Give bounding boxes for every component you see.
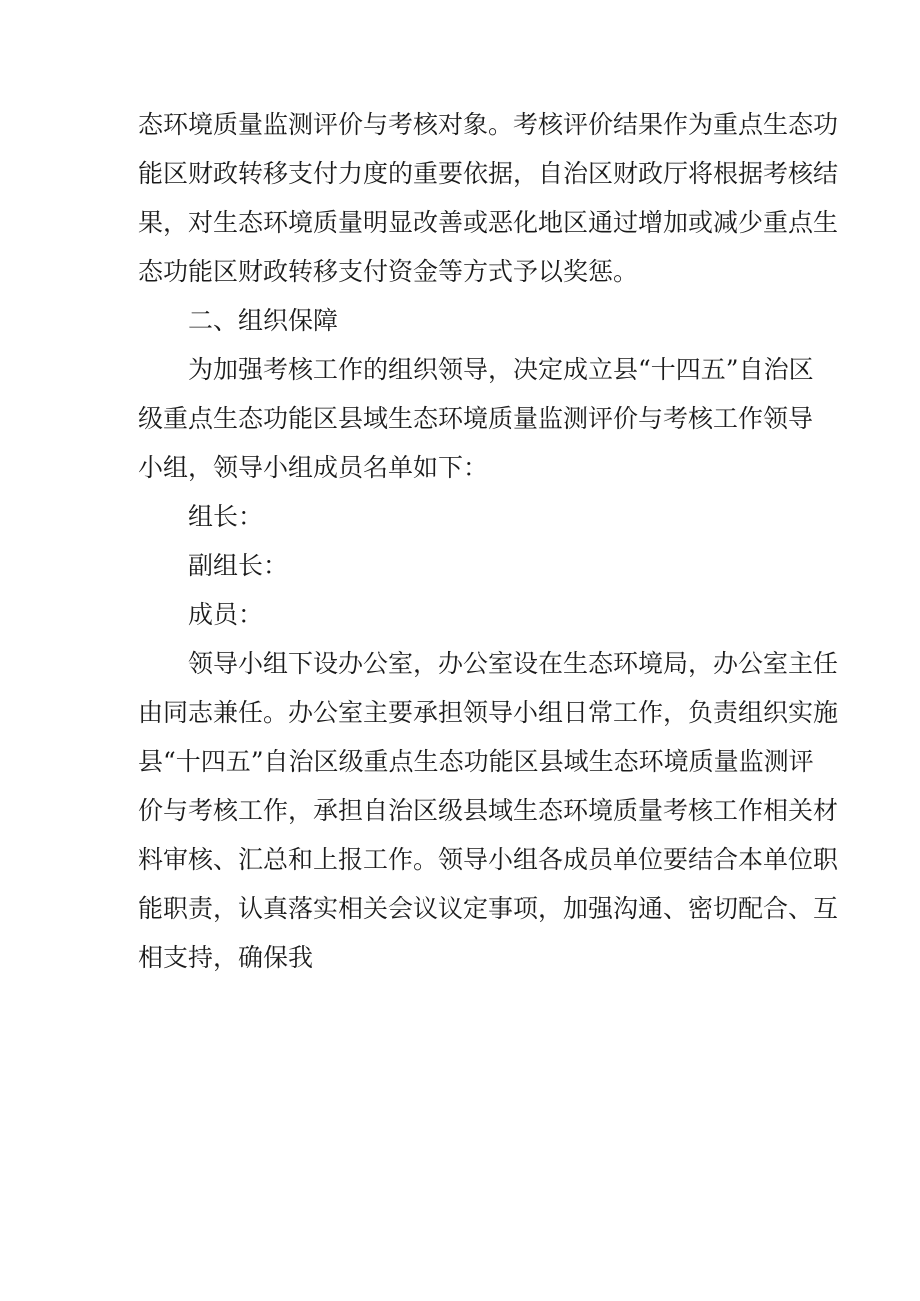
text-line: 相支持，确保我 (138, 943, 314, 972)
text-line: 县“十四五”自治区级重点生态功能区县域生态环境质量监测评 (138, 747, 814, 776)
text-line: 级重点生态功能区县域生态环境质量监测评价与考核工作领导 (138, 404, 814, 433)
text-line: 果，对生态环境质量明显改善或恶化地区通过增加或减少重点生 (138, 208, 839, 237)
text-line: 价与考核工作，承担自治区级县域生态环境质量考核工作相关材 (138, 796, 839, 825)
text-line: 领导小组下设办公室，办公室设在生态环境局，办公室主任 (188, 649, 839, 678)
section-heading: 二、组织保障 (188, 306, 339, 335)
text-line: 能区财政转移支付力度的重要依据，自治区财政厅将根据考核结 (138, 159, 839, 188)
leader-label: 组长： (188, 502, 264, 531)
text-line: 态环境质量监测评价与考核对象。考核评价结果作为重点生态功 (138, 110, 839, 139)
paragraph-2 (138, 345, 814, 492)
deputy-leader-label: 副组长： (188, 551, 289, 580)
text-line: 能职责，认真落实相关会议议定事项，加强沟通、密切配合、互 (138, 894, 839, 923)
members-label: 成员： (188, 600, 264, 629)
text-line: 由同志兼任。办公室主要承担领导小组日常工作，负责组织实施 (138, 698, 839, 727)
text-line: 态功能区财政转移支付资金等方式予以奖惩。 (138, 257, 639, 286)
text-line: 为加强考核工作的组织领导，决定成立县“十四五”自治区 (188, 355, 814, 384)
text-line: 小组，领导小组成员名单如下： (138, 453, 489, 482)
paragraph-3 (138, 639, 839, 982)
text-line: 料审核、汇总和上报工作。领导小组各成员单位要结合本单位职 (138, 845, 839, 874)
paragraph-1 (138, 100, 839, 296)
document-body (138, 100, 839, 982)
